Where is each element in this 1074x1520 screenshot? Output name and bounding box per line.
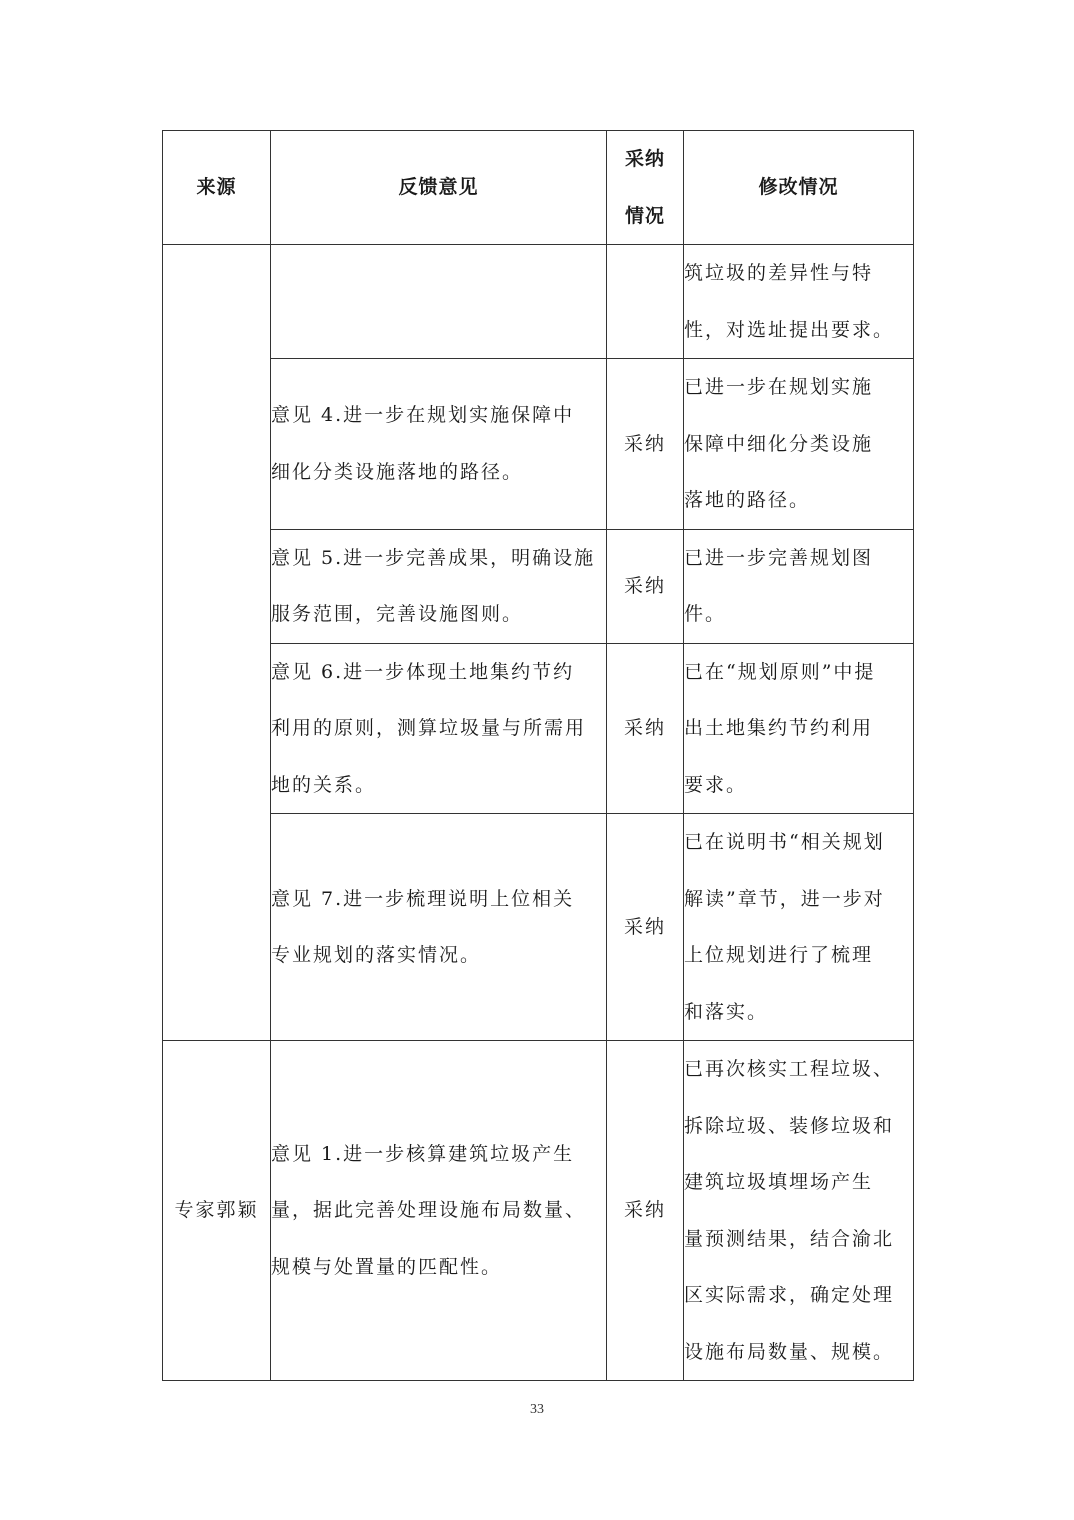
opinion-cell: 意见 6.进一步体现土地集约节约 利用的原则，测算垃圾量与所需用 地的关系。 <box>271 643 607 814</box>
table-row <box>163 245 914 359</box>
table-row <box>163 814 914 1041</box>
opinion-cell: 意见 4.进一步在规划实施保障中 细化分类设施落地的路径。 <box>271 359 607 530</box>
accept-cell: 采纳 <box>607 529 684 643</box>
modify-cell: 已进一步在规划实施 保障中细化分类设施 落地的路径。 <box>684 359 914 530</box>
source-cell: 专家郭颖 <box>163 1041 271 1381</box>
opinion-cell: 意见 5.进一步完善成果，明确设施 服务范围，完善设施图则。 <box>271 529 607 643</box>
accept-cell: 采纳 <box>607 1041 684 1381</box>
modify-cell: 已再次核实工程垃圾、 拆除垃圾、装修垃圾和 建筑垃圾填埋场产生 量预测结果，结合渝北 区实际需求，确定处理 设施布局数量、规模。 <box>684 1041 914 1381</box>
modify-cell: 筑垃圾的差异性与特 性，对选址提出要求。 <box>684 245 914 359</box>
table-row <box>163 1041 914 1381</box>
table-header-row <box>163 131 914 245</box>
page-number: 33 <box>530 1402 544 1417</box>
table-row <box>163 529 914 643</box>
accept-cell: 采纳 <box>607 359 684 530</box>
opinion-cell: 意见 1.进一步核算建筑垃圾产生 量，据此完善处理设施布局数量、 规模与处置量的匹配性。 <box>271 1041 607 1381</box>
accept-cell: 采纳 <box>607 643 684 814</box>
accept-cell <box>607 245 684 359</box>
source-cell-continued <box>163 245 271 1041</box>
accept-cell: 采纳 <box>607 814 684 1041</box>
feedback-table <box>162 130 914 1381</box>
modify-cell: 已在“规划原则”中提 出土地集约节约利用 要求。 <box>684 643 914 814</box>
modify-cell: 已进一步完善规划图 件。 <box>684 529 914 643</box>
opinion-cell <box>271 245 607 359</box>
header-source: 来源 <box>163 131 271 245</box>
header-accept: 采纳 情况 <box>607 131 684 245</box>
opinion-cell: 意见 7.进一步梳理说明上位相关 专业规划的落实情况。 <box>271 814 607 1041</box>
header-opinion: 反馈意见 <box>271 131 607 245</box>
modify-cell: 已在说明书“相关规划 解读”章节，进一步对 上位规划进行了梳理 和落实。 <box>684 814 914 1041</box>
header-modify: 修改情况 <box>684 131 914 245</box>
table-row <box>163 359 914 530</box>
table-row <box>163 643 914 814</box>
